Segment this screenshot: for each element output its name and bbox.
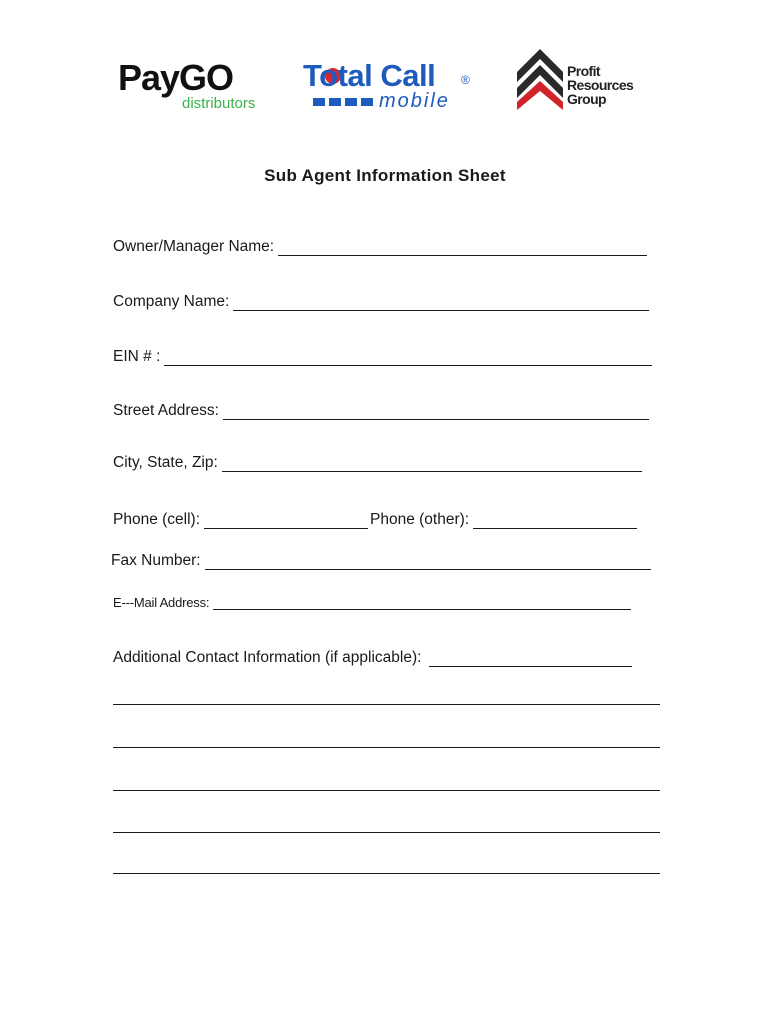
phone-other-label: Phone (other): [370,511,470,528]
profit-logo-line3: Group [567,91,606,107]
fax-field[interactable] [205,551,651,570]
profit-resources-group-logo [516,46,638,110]
form-title: Sub Agent Information Sheet [264,166,506,185]
additional-blank-line[interactable] [113,873,660,874]
email-row [113,588,631,610]
additional-blank-line[interactable] [113,747,660,748]
phone-row [113,507,637,529]
company-row [113,289,649,311]
totalcall-logo-word: Total Call [303,58,436,93]
profit-chevrons-icon [517,49,563,110]
street-label: Street Address: [113,402,219,419]
street-field[interactable] [223,401,649,420]
city-state-zip-field[interactable] [222,453,642,472]
profit-logo-line1: Profit [567,63,600,79]
ein-label: EIN # : [113,348,161,365]
phone-other-field[interactable] [473,510,637,529]
profit-logo-line2: Resources [567,77,634,93]
paygo-distributors-logo [118,56,278,114]
company-field[interactable] [233,292,649,311]
city-state-zip-label: City, State, Zip: [113,454,218,471]
additional-blank-line[interactable] [113,790,660,791]
additional-row [113,645,632,667]
additional-field[interactable] [429,648,632,667]
paygo-logo-word: PayGO [118,57,234,98]
email-field[interactable] [213,591,631,610]
company-label: Company Name: [113,293,230,310]
ein-row [113,344,652,366]
ein-field[interactable] [164,347,652,366]
phone-cell-field[interactable] [204,510,368,529]
street-row [113,398,649,420]
phone-cell-label: Phone (cell): [113,511,201,528]
owner-manager-field[interactable] [278,237,647,256]
additional-blank-line[interactable] [113,704,660,705]
city-state-zip-row [113,450,642,472]
total-call-mobile-logo [303,56,475,112]
owner-manager-row [113,234,647,256]
totalcall-logo-sub: mobile [379,90,450,112]
additional-label: Additional Contact Information (if applicable): [113,649,422,666]
additional-blank-line[interactable] [113,832,660,833]
email-label: E---Mail Address: [113,595,210,610]
totalcall-speed-bars-icon [313,98,373,106]
fax-row [111,548,651,570]
registered-mark: ® [461,73,470,87]
fax-label: Fax Number: [111,552,201,569]
paygo-logo-sub: distributors [182,95,256,112]
owner-manager-label: Owner/Manager Name: [113,238,275,255]
